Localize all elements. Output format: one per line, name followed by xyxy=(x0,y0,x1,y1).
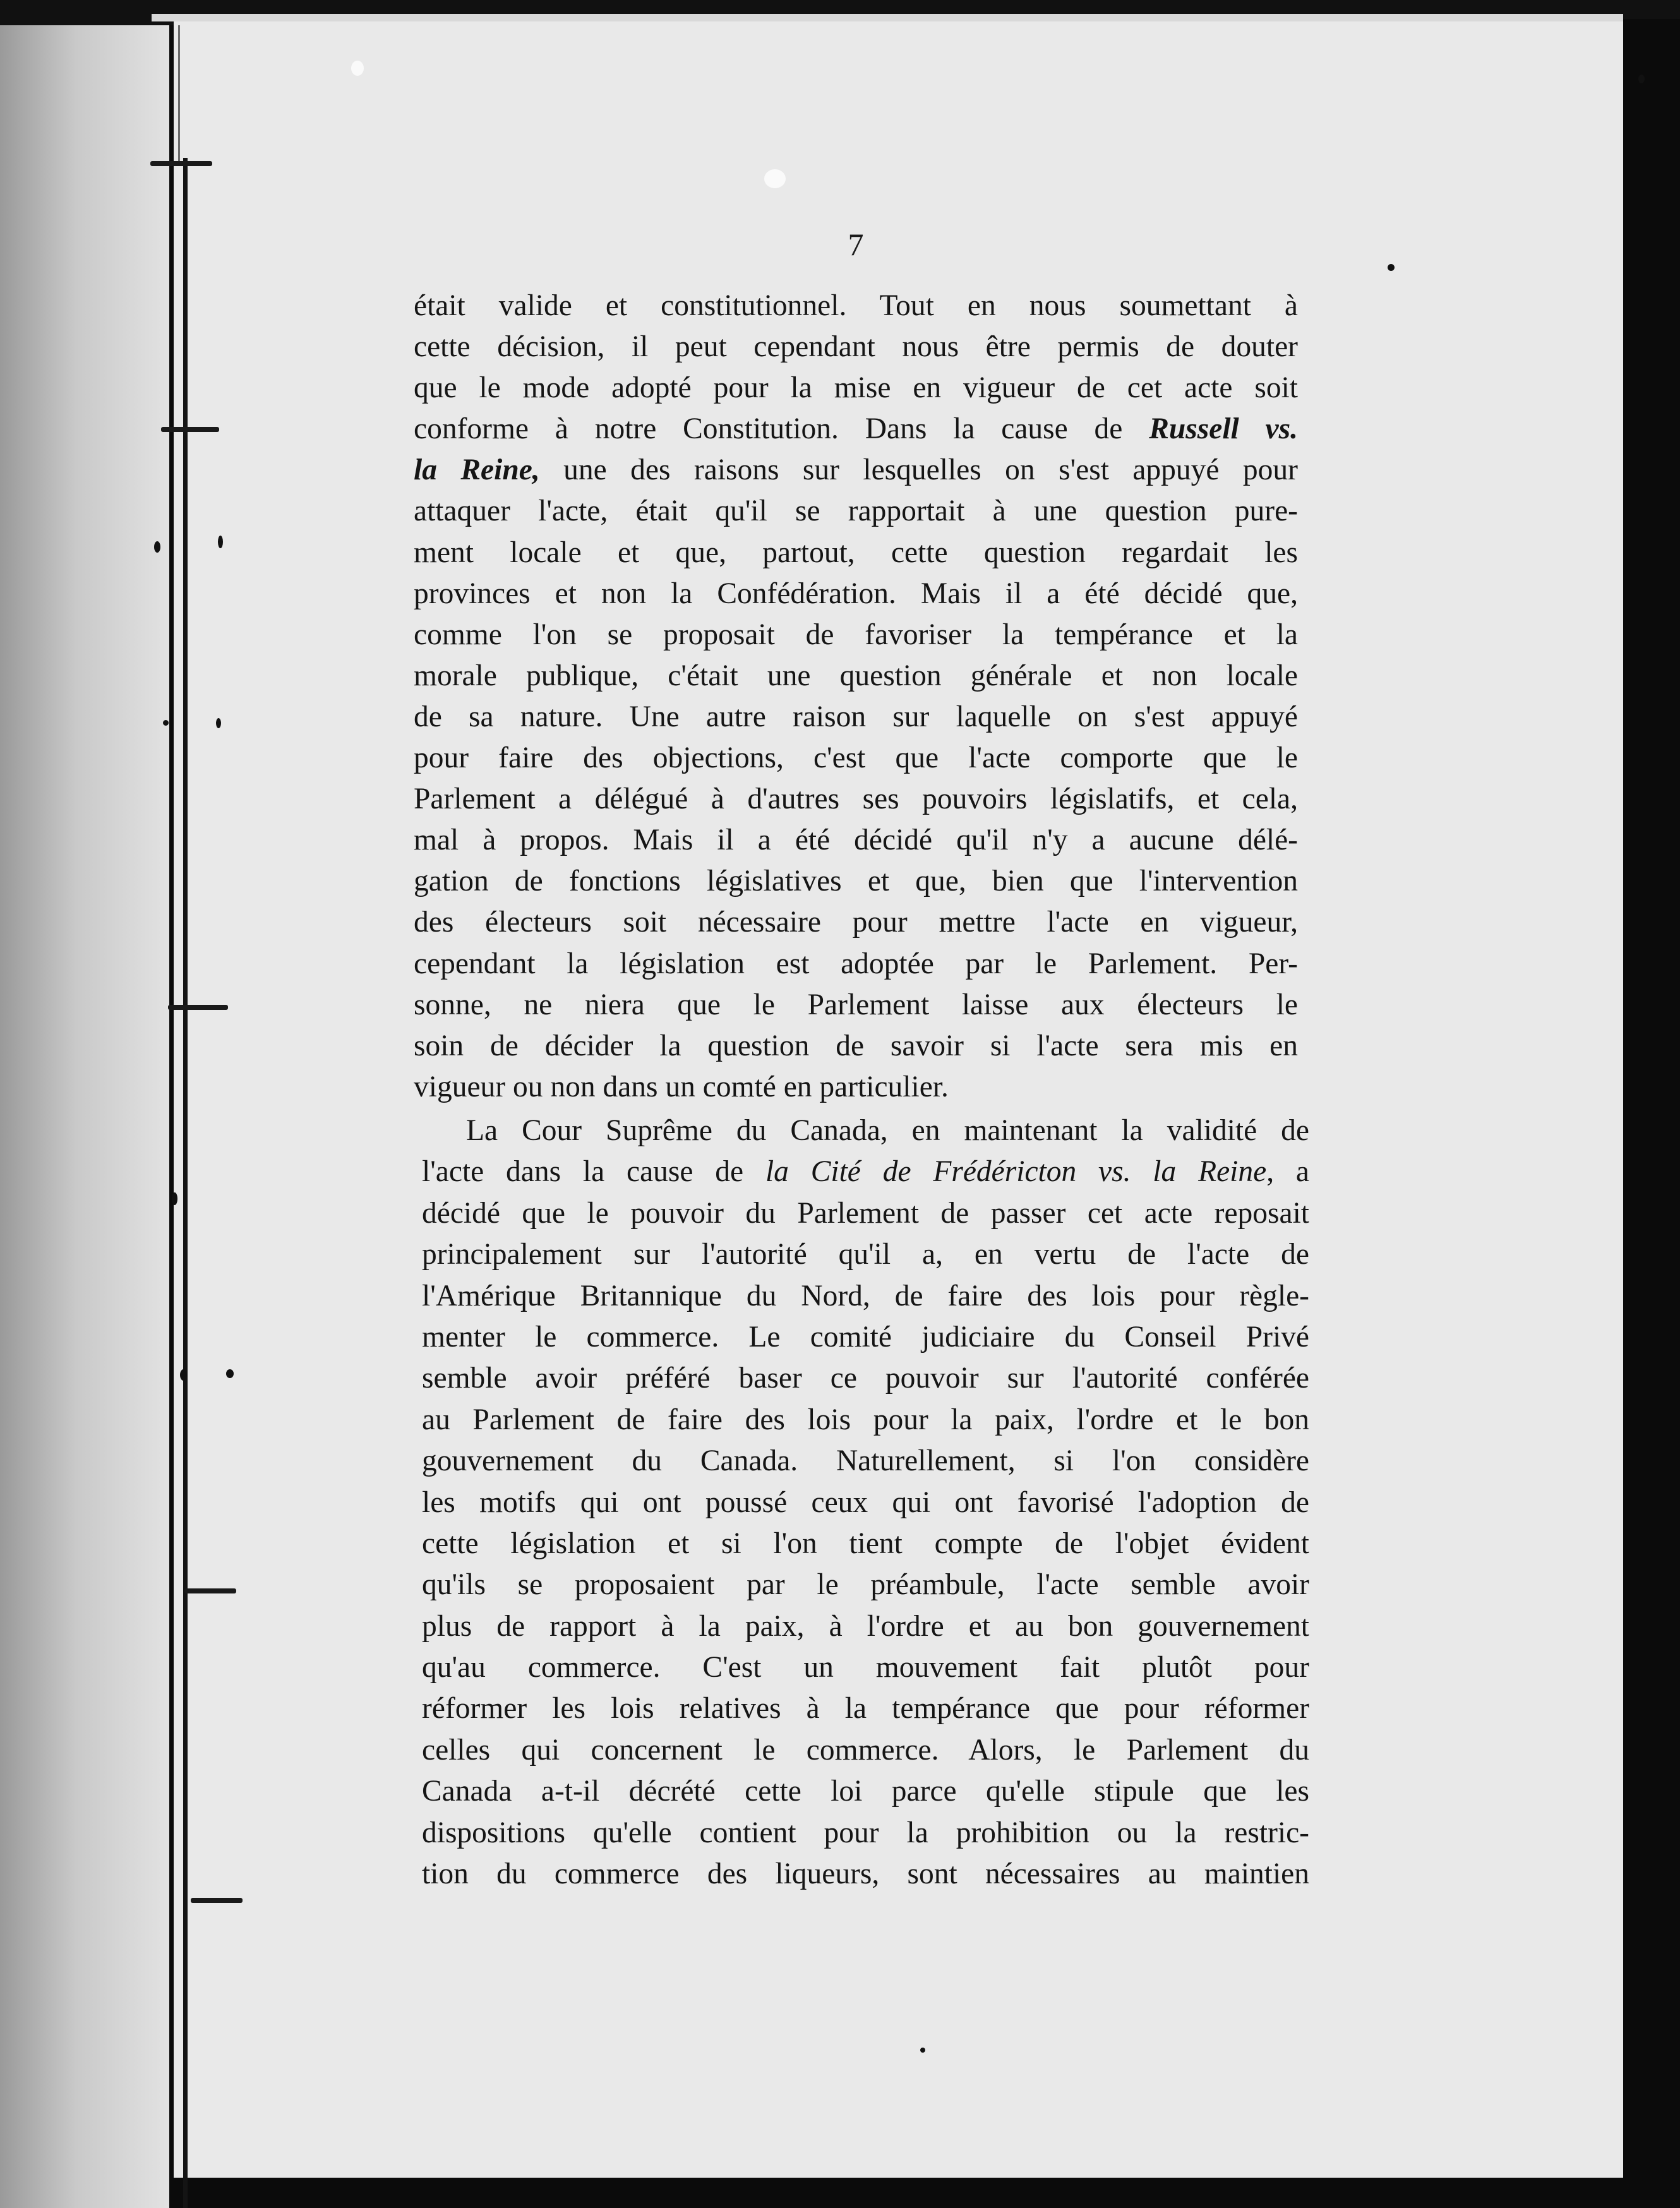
text-line: gouvernement du Canada. Naturellement, si l'on considère xyxy=(422,1444,1309,1478)
text-line: tion du commerce des liqueurs, sont nécessaires au maintien xyxy=(422,1857,1309,1891)
text-line: les motifs qui ont poussé ceux qui ont favorisé l'adoption de xyxy=(422,1485,1309,1519)
text-line: cependant la législation est adoptée par le Parlement. Per- xyxy=(414,947,1298,980)
binding-stitch xyxy=(150,161,212,166)
scan-speck xyxy=(1638,75,1645,83)
scan-speck xyxy=(163,720,169,726)
text-line: Canada a-t-il décrété cette loi parce qu'elle stipule que les xyxy=(422,1775,1309,1808)
scan-speck xyxy=(216,718,221,728)
text-line: celles qui concernent le commerce. Alors, le Parlement du xyxy=(422,1733,1309,1767)
case-name: Russell vs. xyxy=(1149,412,1298,446)
text-line: était valide et constitutionnel. Tout en nous soumettant à xyxy=(414,289,1298,322)
text-line: principalement sur l'autorité qu'il a, en vertu de l'acte de xyxy=(422,1238,1309,1271)
text-line: dispositions qu'elle contient pour la prohibition ou la restric- xyxy=(422,1816,1309,1849)
text-line: décidé que le pouvoir du Parlement de passer cet acte reposait xyxy=(422,1196,1309,1230)
text-line: provinces et non la Confédération. Mais il a été décidé que, xyxy=(414,577,1298,610)
scan-right-border xyxy=(1623,19,1680,2208)
page-number: 7 xyxy=(848,227,864,262)
text-line: plus de rapport à la paix, à l'ordre et au bon gouvernement xyxy=(422,1609,1309,1643)
text-line: l'acte dans la cause de la Cité de Frédéricton vs. la Reine, a xyxy=(422,1155,1309,1189)
scan-speck xyxy=(351,61,364,76)
text-line: que le mode adopté pour la mise en vigueur de cet acte soit xyxy=(414,371,1298,405)
scan-speck xyxy=(226,1369,234,1378)
text-line: qu'au commerce. C'est un mouvement fait plutôt pour xyxy=(422,1651,1309,1684)
text-line: morale publique, c'était une question générale et non locale xyxy=(414,659,1298,692)
text-line: cette décision, il peut cependant nous être permis de douter xyxy=(414,330,1298,364)
text-line: au Parlement de faire des lois pour la paix, l'ordre et le bon xyxy=(422,1403,1309,1436)
text-line: réformer les lois relatives à la tempérance que pour réformer xyxy=(422,1692,1309,1725)
scan-speck xyxy=(218,536,223,548)
scan-speck xyxy=(1388,264,1395,271)
scan-speck xyxy=(920,2048,925,2053)
text-line: l'Amérique Britannique du Nord, de faire des lois pour règle- xyxy=(422,1279,1309,1312)
case-name: la Cité de Frédéricton vs. la Reine xyxy=(765,1155,1267,1189)
binding-stitch xyxy=(168,1005,228,1010)
binding-stitch xyxy=(184,1588,236,1593)
paragraph-1 xyxy=(414,285,1298,1108)
text-line: pour faire des objections, c'est que l'acte comporte que le xyxy=(414,741,1298,775)
binding-spine xyxy=(183,158,188,2208)
text-line: des électeurs soit nécessaire pour mettre l'acte en vigueur, xyxy=(414,906,1298,939)
text-line: ment locale et que, partout, cette question regardait les xyxy=(414,536,1298,569)
scan-speck xyxy=(764,169,786,188)
text-line: menter le commerce. Le comité judiciaire du Conseil Privé xyxy=(422,1320,1309,1353)
text-line: qu'ils se proposaient par le préambule, l'acte semble avoir xyxy=(422,1568,1309,1602)
scan-speck xyxy=(180,1369,187,1381)
paragraph-2 xyxy=(422,1110,1309,1895)
text-line: conforme à notre Constitution. Dans la cause de Russell vs. xyxy=(414,412,1298,446)
text-line: gation de fonctions législatives et que, bien que l'intervention xyxy=(414,865,1298,898)
text-line: mal à propos. Mais il a été décidé qu'il n'y a aucune délé- xyxy=(414,824,1298,857)
facing-page-edge xyxy=(0,25,169,2208)
binding-crease xyxy=(178,25,180,164)
text-line: cette législation et si l'on tient compte de l'objet évident xyxy=(422,1527,1309,1560)
text-line: sonne, ne niera que le Parlement laisse aux électeurs le xyxy=(414,988,1298,1021)
text-line: la Reine, une des raisons sur lesquelles on s'est appuyé pour xyxy=(414,453,1298,487)
scan-speck xyxy=(172,1192,177,1205)
text-line: vigueur ou non dans un comté en particulier. xyxy=(414,1070,949,1103)
text-line: comme l'on se proposait de favoriser la tempérance et la xyxy=(414,618,1298,651)
page-top-edge xyxy=(152,14,1623,21)
case-name: la Reine, xyxy=(414,453,540,487)
text-line: Parlement a délégué à d'autres ses pouvoirs législatifs, et cela, xyxy=(414,783,1298,816)
text-line: semble avoir préféré baser ce pouvoir sur l'autorité conférée xyxy=(422,1362,1309,1395)
binding-stitch xyxy=(191,1898,243,1903)
binding-stitch xyxy=(161,427,219,432)
scan-speck xyxy=(154,541,160,553)
text-line: attaquer l'acte, était qu'il se rapportait à une question pure- xyxy=(414,495,1298,528)
text-line: La Cour Suprême du Canada, en maintenant la validité de xyxy=(466,1114,1309,1147)
text-line: soin de décider la question de savoir si l'acte sera mis en xyxy=(414,1029,1298,1062)
text-line: de sa nature. Une autre raison sur laquelle on s'est appuyé xyxy=(414,700,1298,733)
